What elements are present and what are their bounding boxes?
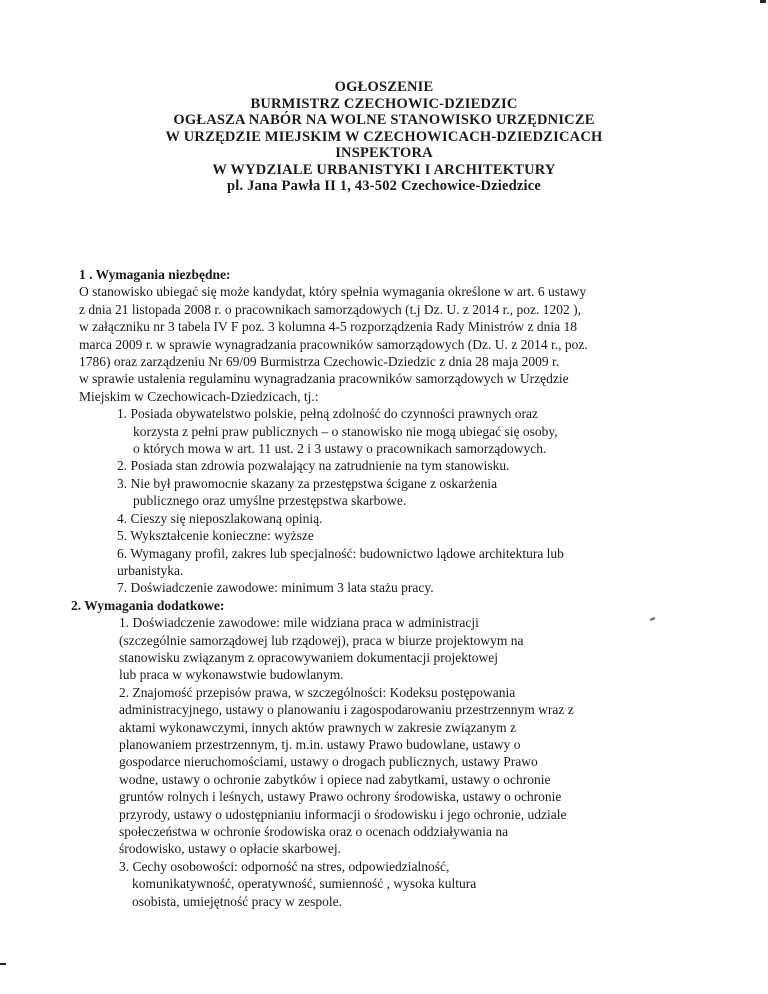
additional-item: stanowisku związanym z opracowywaniem dokumentacji projektowej xyxy=(119,649,499,665)
header-line: OGŁASZA NABÓR NA WOLNE STANOWISKO URZĘDNICZE xyxy=(173,112,595,128)
additional-item: gospodarce nieruchomościami, ustawy o drogach publicznych, ustawy Prawo xyxy=(119,754,538,770)
additional-item: (szczególnie samorządowej lub rządowej), praca w biurze projektowym na xyxy=(119,632,524,648)
requirement-item: korzysta z pełni praw publicznych – o stanowisko nie mogą ubiegać się osoby, xyxy=(133,423,558,439)
header-line: pl. Jana Pawła II 1, 43-502 Czechowice-Dziedzice xyxy=(226,178,542,194)
additional-item: 2. Znajomość przepisów prawa, w szczególności: Kodeksu postępowania xyxy=(119,684,516,700)
requirement-item: urbanistyka. xyxy=(117,562,184,578)
section-1-title: 1 . Wymagania niezbędne: xyxy=(79,267,231,282)
requirement-item: publicznego oraz umyślne przestępstwa skarbowe. xyxy=(133,493,407,509)
section-2-title: 2. Wymagania dodatkowe: xyxy=(71,597,225,613)
additional-item: 1. Doświadczenie zawodowe: mile widziana praca w administracji xyxy=(119,615,479,631)
additional-item: administracyjnego, ustawy o planowaniu i zagospodarowaniu przestrzennym wraz z xyxy=(119,702,574,718)
additional-item: planowaniem przestrzennym, tj. m.in. ustawy Prawo budowlane, ustawy o xyxy=(119,736,521,752)
requirement-item: 4. Cieszy się nieposzlakowaną opinią. xyxy=(117,510,323,526)
intro-line: z dnia 21 listopada 2008 r. o pracownikach samorządowych (t.j Dz. U. z 2014 r., poz. 1202 ), xyxy=(79,301,581,317)
header-line: INSPEKTORA xyxy=(335,145,433,161)
requirement-item: 5. Wykształcenie konieczne: wyższe xyxy=(117,528,314,544)
requirement-item: o których mowa w art. 11 ust. 2 i 3 ustawy o pracownikach samorządowych. xyxy=(133,441,547,457)
intro-line: w sprawie ustalenia regulaminu wynagradzania pracowników samorządowych w Urzędzie xyxy=(79,371,569,387)
announcement-header xyxy=(0,79,768,195)
header-line: W WYDZIALE URBANISTYKI I ARCHITEKTURY xyxy=(212,161,556,178)
requirement-item: 7. Doświadczenie zawodowe: minimum 3 lata stażu pracy. xyxy=(117,580,434,596)
header-line: OGŁOSZENIE xyxy=(334,79,434,95)
additional-item: osobista, umiejętność pracy w zespole. xyxy=(132,893,342,909)
intro-line: marca 2009 r. w sprawie wynagradzania pracowników samorządowych (Dz. U. z 2014 r., poz. xyxy=(79,336,588,352)
additional-item: wodne, ustawy o ochronie zabytków i opiece nad zabytkami, ustawy o ochronie xyxy=(119,771,551,787)
intro-line: 1786) oraz zarządzeniu Nr 69/09 Burmistrza Czechowic-Dziedzic z dnia 28 maja 2009 r. xyxy=(79,354,560,370)
document-body xyxy=(71,266,719,910)
additional-item: 3. Cechy osobowości: odporność na stres, odpowiedzialność, xyxy=(119,858,450,874)
scan-mark xyxy=(0,963,6,965)
additional-item: komunikatywność, operatywność, sumienność , wysoka kultura xyxy=(132,876,477,892)
additional-item: środowisko, ustawy o opłacie skarbowej. xyxy=(119,841,341,857)
requirement-item: 2. Posiada stan zdrowia pozwalający na zatrudnienie na tym stanowisku. xyxy=(117,458,510,474)
additional-item: aktami wykonawczymi, innych aktów prawnych w zakresie związanym z xyxy=(119,719,516,735)
header-line: W URZĘDZIE MIEJSKIM W CZECHOWICACH-DZIEDZICACH xyxy=(165,128,603,145)
intro-line: Miejskim w Czechowicach-Dziedzicach, tj.: xyxy=(79,388,319,404)
requirement-item: 1. Posiada obywatelstwo polskie, pełną zdolność do czynności prawnych oraz xyxy=(117,406,539,422)
additional-item: lub praca w wykonawstwie budowlanym. xyxy=(119,667,344,683)
intro-line: O stanowisko ubiegać się może kandydat, który spełnia wymagania określone w art. 6 ustawy xyxy=(79,284,587,300)
additional-item: przyrody, ustawy o udostępnianiu informacji o środowisku i jego ochronie, udziale xyxy=(119,806,567,822)
scan-mark xyxy=(760,0,766,3)
additional-item: społeczeństwa w ochronie środowiska oraz o ocenach oddziaływania na xyxy=(119,824,509,839)
intro-line: w załączniku nr 3 tabela IV F poz. 3 kolumna 4-5 rozporządzenia Rady Ministrów z dnia 18 xyxy=(79,319,577,335)
requirement-item: 3. Nie był prawomocnie skazany za przestępstwa ścigane z oskarżenia xyxy=(117,475,498,491)
header-line: BURMISTRZ CZECHOWIC-DZIEDZIC xyxy=(250,95,518,112)
requirement-item: 6. Wymagany profil, zakres lub specjalność: budownictwo lądowe architektura lub xyxy=(117,545,564,561)
additional-item: gruntów rolnych i leśnych, ustawy Prawo ochrony środowiska, ustawy o ochronie xyxy=(119,789,562,805)
